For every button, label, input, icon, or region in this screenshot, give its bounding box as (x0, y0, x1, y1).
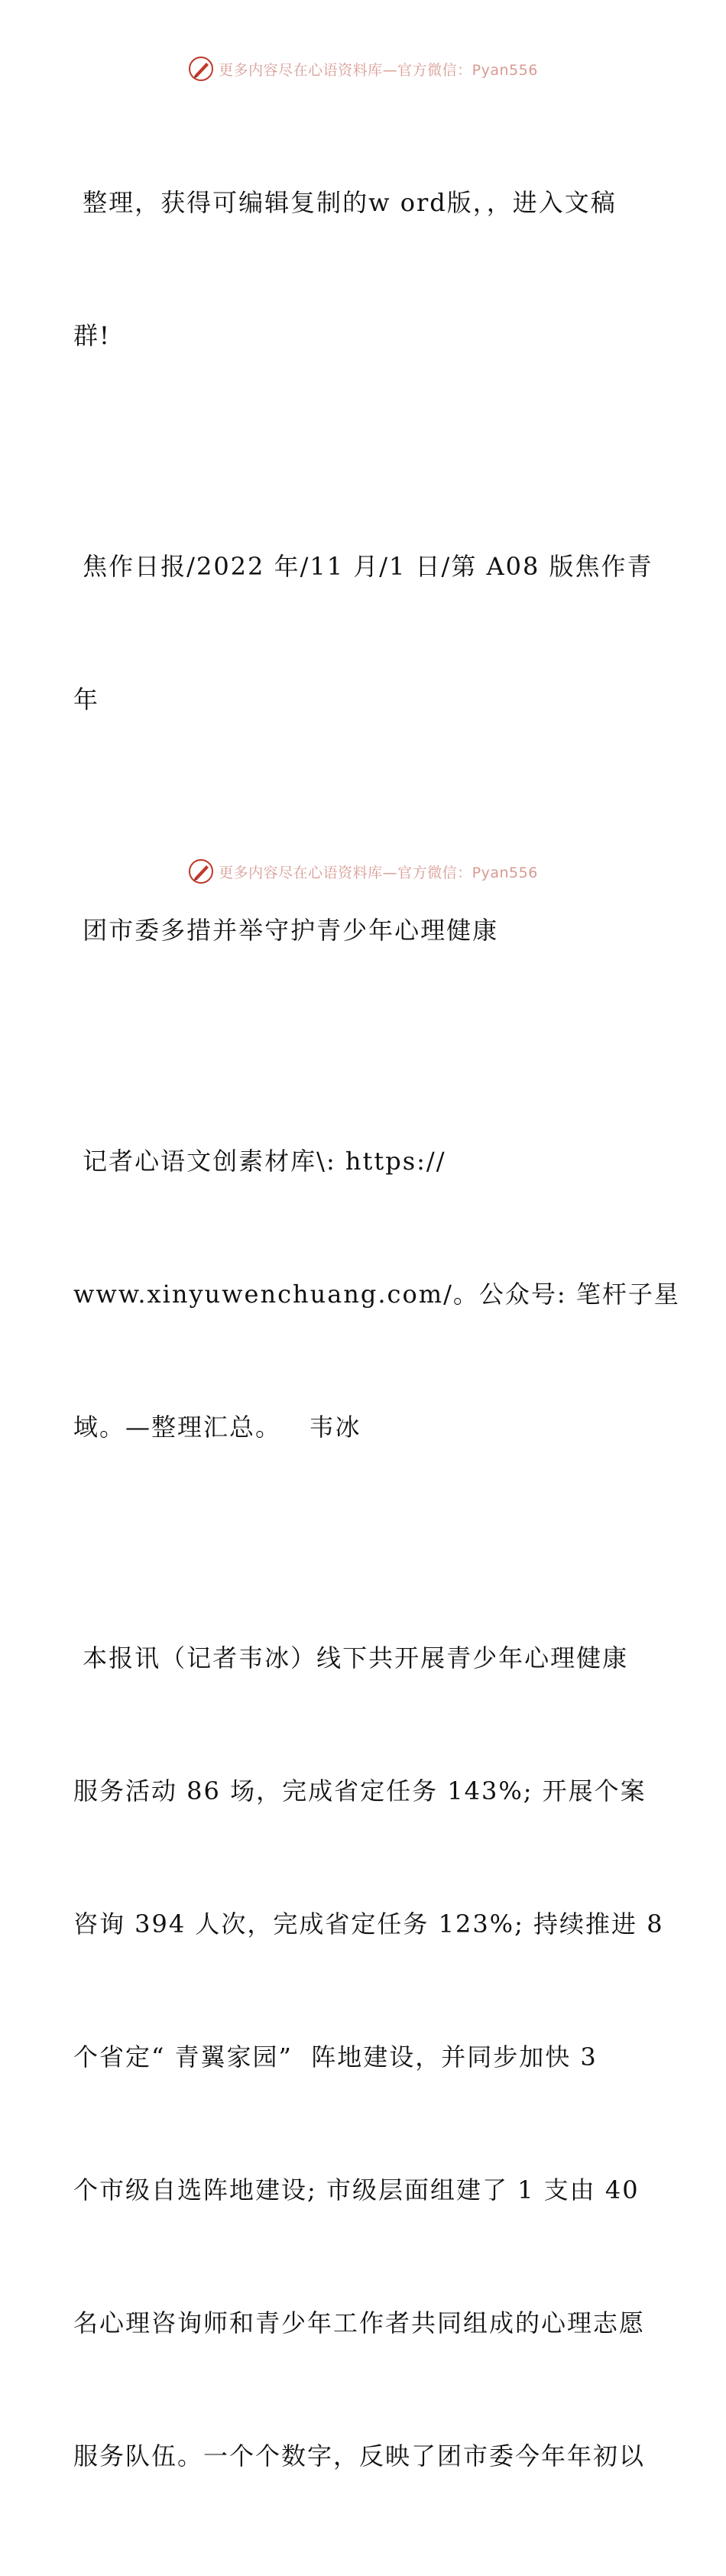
text-line: 服务队伍。一个个数字，反映了团市委今年年初以 (73, 2441, 646, 2471)
text-line: 焦作日报/2022 年/11 月/1 日/第 A08 版焦作青 (73, 552, 653, 581)
paragraph-intro (73, 92, 654, 446)
watermark-text: 更多内容尽在心语资料库—官方微信：Pyan556 (219, 61, 538, 79)
text-line: www.xinyuwenchuang.com/。公众号: 笔杆子星 (73, 1280, 680, 1309)
text-line: 团市委多措并举守护青少年心理健康 (73, 916, 499, 945)
text-line: 个省定“ 青翼家园” 阵地建设，并同步加快 3 (73, 2042, 598, 2072)
paragraph-byline (73, 1050, 680, 1538)
text-line: 咨询 394 人次，完成省定任务 123%; 持续推进 8 (73, 1909, 664, 1938)
header-watermark-banner (0, 54, 726, 84)
document-body (73, 92, 680, 2576)
text-line: 服务活动 86 场，完成省定任务 143%; 开展个案 (73, 1776, 647, 1805)
paragraph-body (73, 1547, 664, 2567)
text-line: 年 (73, 685, 100, 714)
paragraph-source (73, 456, 654, 810)
watermark-text: 更多内容尽在心语资料库—官方微信：Pyan556 (219, 864, 538, 881)
text-line: 域。—整理汇总。 韦冰 (73, 1413, 361, 1442)
paragraph-headline (73, 819, 654, 1041)
pen-logo-icon (188, 56, 214, 82)
text-line: 本报讯（记者韦冰）线下共开展青少年心理健康 (73, 1643, 629, 1672)
text-line: 群! (73, 321, 111, 350)
text-line: 个市级自选阵地建设; 市级层面组建了 1 支由 40 (73, 2175, 640, 2205)
text-line: 记者心语文创素材库\: https:// (73, 1147, 446, 1176)
pen-logo-icon (188, 858, 214, 884)
text-line: 名心理咨询师和青少年工作者共同组成的心理志愿 (73, 2308, 646, 2338)
footer-watermark-banner (0, 856, 726, 887)
text-line: 整理，获得可编辑复制的w ord版，，进入文稿 (73, 188, 617, 217)
